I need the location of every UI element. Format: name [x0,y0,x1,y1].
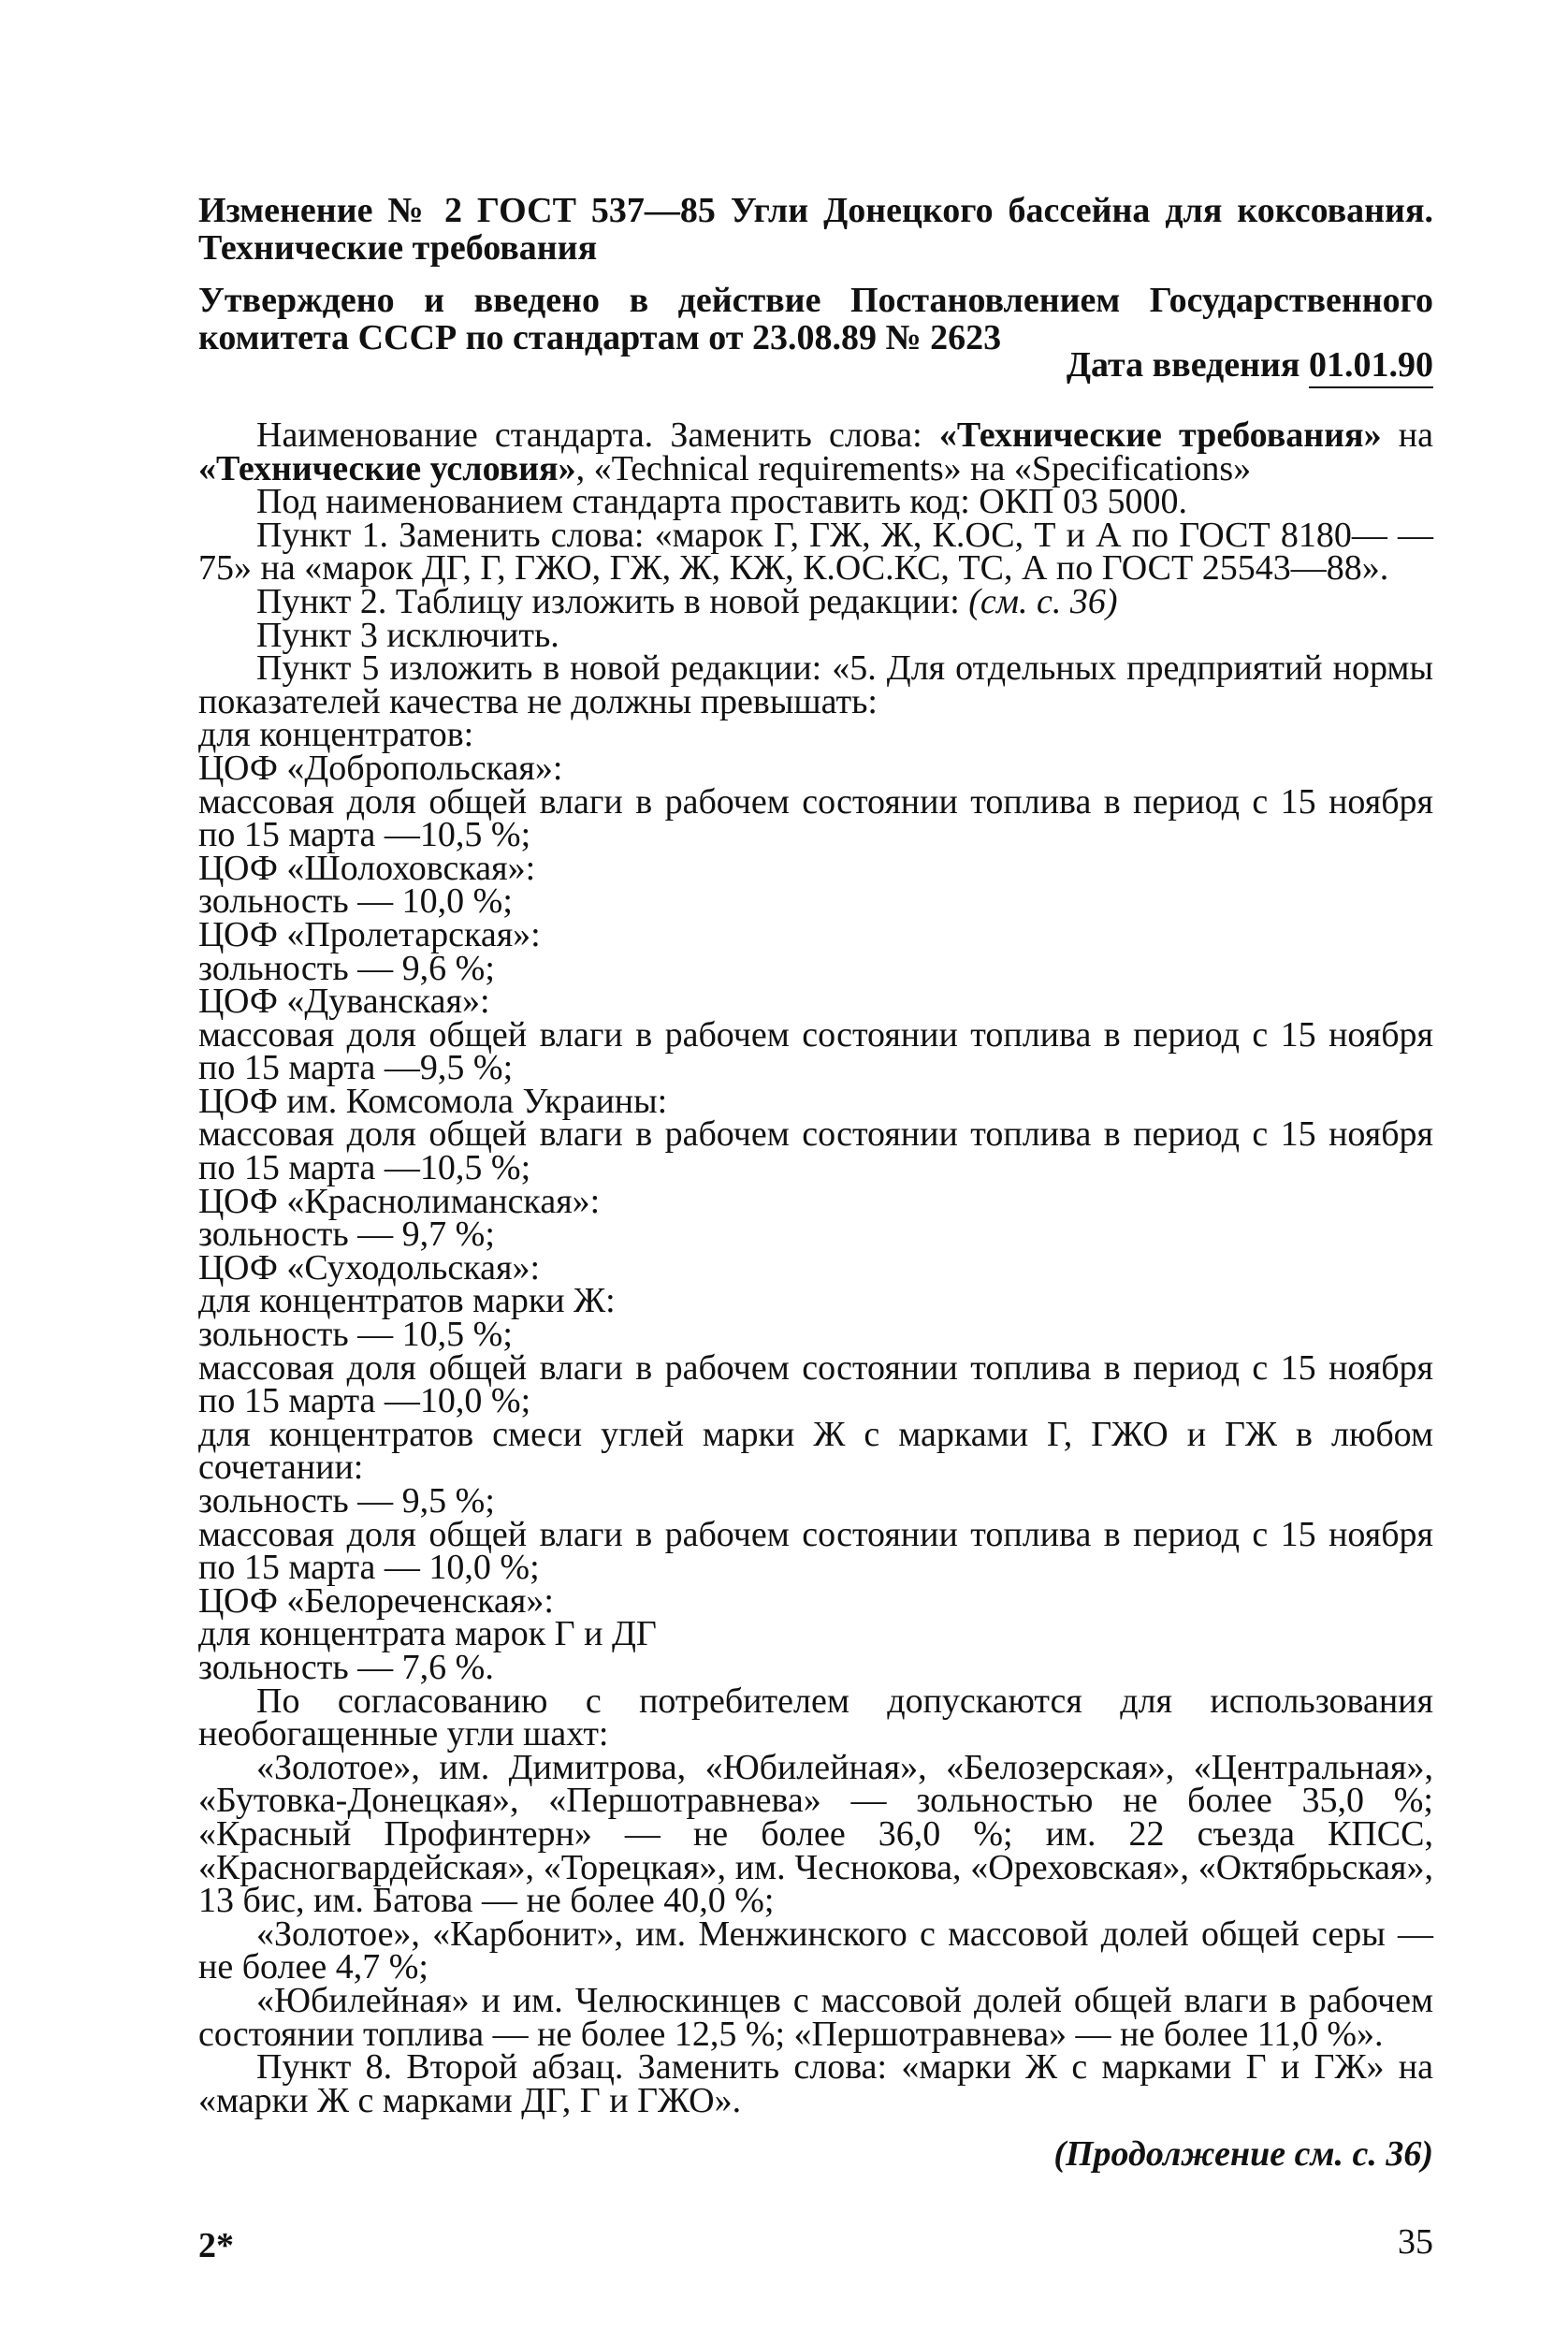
paragraph-item-2 [198,581,1433,621]
paragraph-standard-name [198,415,1433,488]
text-run: на [1381,415,1433,455]
list-line: ЦОФ им. Комсомола Украины: [198,1081,668,1121]
list-line: ЦОФ «Суходольская»: [198,1247,541,1288]
paragraph-item-3: Пункт 3 исключить. [256,615,559,655]
list-line: для концентратов марки Ж: [198,1281,616,1321]
list-line: массовая доля общей влаги в рабочем состоянии топлива в период с 15 ноября по 15 марта —10,0 %; [198,1347,1433,1421]
effective-date-value: 01.01.90 [1309,345,1433,388]
paragraph-mines-sulfur: «Золотое», «Карбонит», им. Менжинского с массовой долей общей серы — не более 4,7 %; [198,1914,1433,1987]
paragraph-mines-ash: «Золотое», им. Димитрова, «Юбилейная», «Белозерская», «Центральная», «Бутовка-Донецкая», «Першотравнева» — зольностью не более 35,0 %; «Красный Профинтерн» — не более 36,0 %; им. 22 съезда КПСС, «Красногвардейская», «Торецкая», им. Чеснокова, «Ореховская», «Октябрьская», 13 бис, им. Батова — не более 40,0 %; [198,1747,1433,1921]
list-line: ЦОФ «Краснолиманская»: [198,1181,601,1221]
list-line: для концентратов: [198,715,474,755]
list-line: массовая доля общей влаги в рабочем состоянии топлива в период с 15 ноября по 15 марта —10,5 %; [198,1114,1433,1188]
list-line: зольность — 7,6 %. [198,1647,494,1687]
list-line: зольность — 9,6 %; [198,948,495,988]
effective-date-label: Дата введения [1066,345,1300,385]
text-run: , «Technical requirements» на «Specifications» [575,448,1252,488]
paragraph-mines-moisture: «Юбилейная» и им. Челюскинцев с массовой долей общей влаги в рабочем состоянии топлива — не более 12,5 %; «Першотравнева» — не более 11,0 %». [198,1980,1433,2054]
continuation-note: (Продолжение см. с. 36) [1053,2134,1433,2174]
paragraph-item-8: Пункт 8. Второй абзац. Заменить слова: «марки Ж с марками Г и ГЖ» на «марки Ж с марками ДГ, Г и ГЖО». [198,2047,1433,2120]
text-run-bold: «Технические условия» [198,448,576,488]
list-line: массовая доля общей влаги в рабочем состоянии топлива в период с 15 ноября по 15 марта — 10,0 %; [198,1514,1433,1588]
list-line: зольность — 9,5 %; [198,1481,495,1521]
list-line: массовая доля общей влаги в рабочем состоянии топлива в период с 15 ноября по 15 марта —9,5 %; [198,1014,1433,1088]
page-number: 35 [1398,2222,1433,2262]
list-line: ЦОФ «Пролетарская»: [198,914,541,954]
amendment-title: Изменение № 2 ГОСТ 537—85 Угли Донецкого бассейна для коксования. Технические требования [198,191,1433,268]
amendment-body [198,415,1433,2120]
list-line: для концентратов смеси углей марки Ж с марками Г, ГЖО и ГЖ в любом сочетании: [198,1414,1433,1488]
paragraph-item-5: Пункт 5 изложить в новой редакции: «5. Для отдельных предприятий нормы показателей качества не должны превышать: [198,648,1433,721]
signature-mark: 2* [198,2226,234,2265]
list-line: зольность — 10,0 %; [198,881,513,922]
list-line: ЦОФ «Шолоховская»: [198,848,536,888]
paragraph-item-1: Пункт 1. Заменить слова: «марок Г, ГЖ, Ж, К.ОС, Т и А по ГОСТ 8180— —75» на «марок ДГ, Г, ГЖО, ГЖ, Ж, КЖ, К.ОС.КС, ТС, А по ГОСТ 25543—88». [198,515,1433,589]
text-run: Пункт 2. Таблицу изложить в новой редакции: [256,581,969,621]
approval-statement: Утверждено и введено в действие Постановлением Государственного комитета СССР по стандартам от 23.08.89 № 2623 [198,281,1433,357]
paragraph-okp-code: Под наименованием стандарта проставить код: ОКП 03 5000. [256,482,1187,522]
list-line: ЦОФ «Добропольская»: [198,748,563,788]
paragraph-consent: По согласованию с потребителем допускаются для использования необогащенные угли шахт: [198,1681,1433,1754]
list-line: ЦОФ «Белореченская»: [198,1580,554,1621]
text-run: Наименование стандарта. Заменить слова: [256,415,939,455]
list-line: ЦОФ «Дуванская»: [198,982,490,1022]
list-line: зольность — 10,5 %; [198,1315,513,1355]
list-line: массовая доля общей влаги в рабочем состоянии топлива в период с 15 ноября по 15 марта —10,5 %; [198,781,1433,855]
text-run-bold: «Технические требования» [938,415,1382,455]
text-run-italic: (см. с. 36) [968,581,1118,621]
list-line: зольность — 9,7 %; [198,1215,495,1255]
effective-date [198,346,1433,384]
list-line: для концентрата марок Г и ДГ [198,1614,657,1654]
